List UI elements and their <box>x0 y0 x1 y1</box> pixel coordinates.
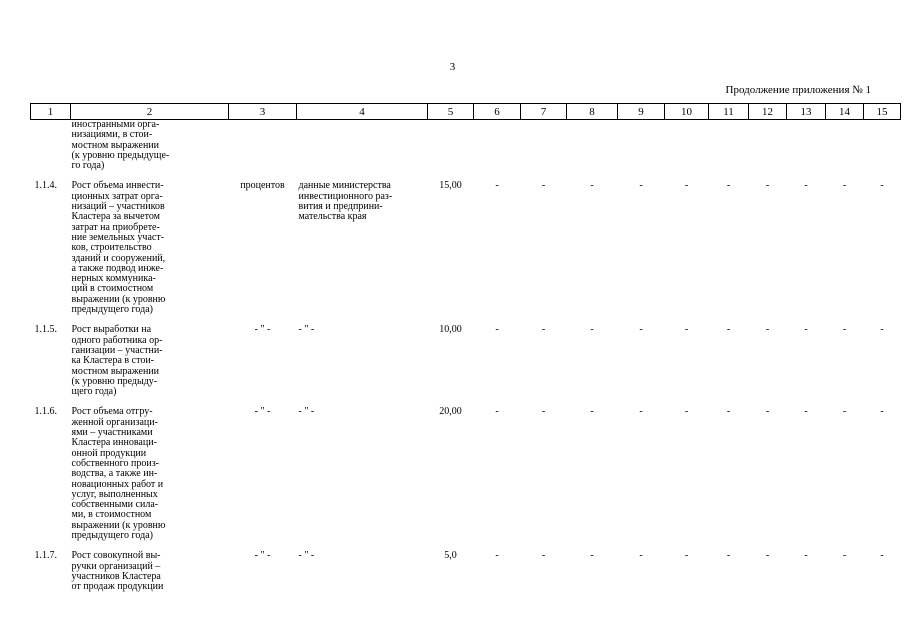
row-number <box>31 120 71 172</box>
column-header: 4 <box>297 104 428 120</box>
data-source: - " - <box>298 550 315 562</box>
year-value: - <box>765 180 770 192</box>
year-value: - <box>765 324 770 336</box>
column-header: 13 <box>787 104 826 120</box>
row-number: 1.1.6. <box>34 406 57 418</box>
year-value <box>618 120 665 172</box>
year-value: - <box>684 324 689 336</box>
year-value: - <box>804 180 808 192</box>
indicator-value <box>428 120 474 172</box>
data-source: - " - <box>298 324 315 336</box>
column-header: 2 <box>71 104 229 120</box>
column-header: 12 <box>749 104 787 120</box>
column-header: 6 <box>474 104 521 120</box>
year-value <box>474 120 521 172</box>
year-value <box>826 120 864 172</box>
continuation-caption: Продолжение приложения № 1 <box>725 84 871 96</box>
year-value: - <box>880 550 884 562</box>
year-value: - <box>590 406 594 418</box>
year-value: - <box>842 324 847 336</box>
year-value: - <box>541 406 546 418</box>
year-value: - <box>495 406 499 418</box>
year-value: - <box>804 550 808 562</box>
column-header: 11 <box>709 104 749 120</box>
year-value: - <box>765 550 770 562</box>
column-header: 14 <box>826 104 864 120</box>
year-value <box>749 120 787 172</box>
year-value: - <box>842 180 847 192</box>
year-value: - <box>639 180 643 192</box>
year-value: - <box>495 550 499 562</box>
indicator-name: Рост объема инвести- ционных затрат орга- низаций – участников Кластера за вычетом затрат на приобрете- ние земельных участ- ков, строительство зданий и сооружений, а также подвод инже- нерных коммуника- ций в стоимостном выражении (к уровню предыдущего года) <box>71 180 166 316</box>
year-value: - <box>639 324 643 336</box>
annex-table <box>30 103 901 592</box>
year-value: - <box>495 324 499 336</box>
year-value: - <box>684 180 689 192</box>
row-number: 1.1.5. <box>34 324 57 336</box>
indicator-value: 10,00 <box>439 324 462 336</box>
unit-of-measure: - " - <box>254 324 271 336</box>
year-value: - <box>541 550 546 562</box>
column-header: 15 <box>864 104 901 120</box>
row-spacer <box>31 541 901 551</box>
year-value: - <box>590 550 594 562</box>
indicator-name: Рост объема отгру- женной организаци- ями – участниками Кластера инноваци- онной продукции собственного произ- водства, а также ин- новационных работ и услуг, выполненных собственными сила- ми, в стоимостном выражении (к уровню предыдущего года) <box>71 406 166 541</box>
year-value: - <box>684 550 689 562</box>
year-value: - <box>842 406 847 418</box>
indicator-value: 20,00 <box>439 406 462 418</box>
row-spacer <box>31 315 901 325</box>
year-value: - <box>541 324 546 336</box>
unit-of-measure: - " - <box>254 550 271 562</box>
year-value: - <box>726 550 731 562</box>
indicator-value: 15,00 <box>439 180 462 192</box>
year-value: - <box>842 550 847 562</box>
year-value <box>864 120 901 172</box>
table-row <box>31 120 901 172</box>
table-row <box>31 325 901 397</box>
year-value <box>665 120 709 172</box>
unit-of-measure: процентов <box>240 180 285 192</box>
column-header: 10 <box>665 104 709 120</box>
year-value: - <box>726 406 731 418</box>
year-value: - <box>495 180 499 192</box>
column-header: 3 <box>229 104 297 120</box>
year-value <box>521 120 567 172</box>
table-row <box>31 181 901 315</box>
column-header: 5 <box>428 104 474 120</box>
table-body <box>31 120 901 593</box>
indicator-name: Рост выработки на одного работника ор- ганизации – участни- ка Кластера в стои- мостном выражении (к уровню предыду- щего года) <box>71 324 163 398</box>
year-value: - <box>880 406 884 418</box>
row-number: 1.1.7. <box>34 550 57 562</box>
year-value: - <box>684 406 689 418</box>
indicator-name: иностранными орга- низациями, в стои- мостном выражении (к уровню предыдуще- го года) <box>71 119 170 172</box>
data-source: данные министерства инвестиционного раз- вития и предприни- мательства края <box>298 180 393 223</box>
year-value: - <box>880 180 884 192</box>
column-number-row <box>31 104 901 120</box>
year-value: - <box>804 406 808 418</box>
year-value: - <box>590 180 594 192</box>
year-value: - <box>726 324 731 336</box>
unit-of-measure: - " - <box>254 406 271 418</box>
year-value <box>567 120 618 172</box>
indicator-value: 5,0 <box>444 550 457 562</box>
column-header: 1 <box>31 104 71 120</box>
year-value: - <box>880 324 884 336</box>
year-value: - <box>541 180 546 192</box>
year-value: - <box>590 324 594 336</box>
page-number: 3 <box>449 61 456 73</box>
column-header: 8 <box>567 104 618 120</box>
year-value: - <box>726 180 731 192</box>
indicator-name: Рост совокупной вы- ручки организаций – участников Кластера от продаж продукции <box>71 550 164 593</box>
column-header: 9 <box>618 104 665 120</box>
table-row <box>31 407 901 541</box>
data-source: - " - <box>298 406 315 418</box>
column-header: 7 <box>521 104 567 120</box>
year-value: - <box>804 324 808 336</box>
year-value <box>709 120 749 172</box>
table-row <box>31 551 901 592</box>
row-spacer <box>31 397 901 407</box>
row-number: 1.1.4. <box>34 180 57 192</box>
data-source <box>297 120 428 172</box>
unit-of-measure <box>229 120 297 172</box>
year-value <box>787 120 826 172</box>
year-value: - <box>639 406 643 418</box>
year-value: - <box>765 406 770 418</box>
year-value: - <box>639 550 643 562</box>
